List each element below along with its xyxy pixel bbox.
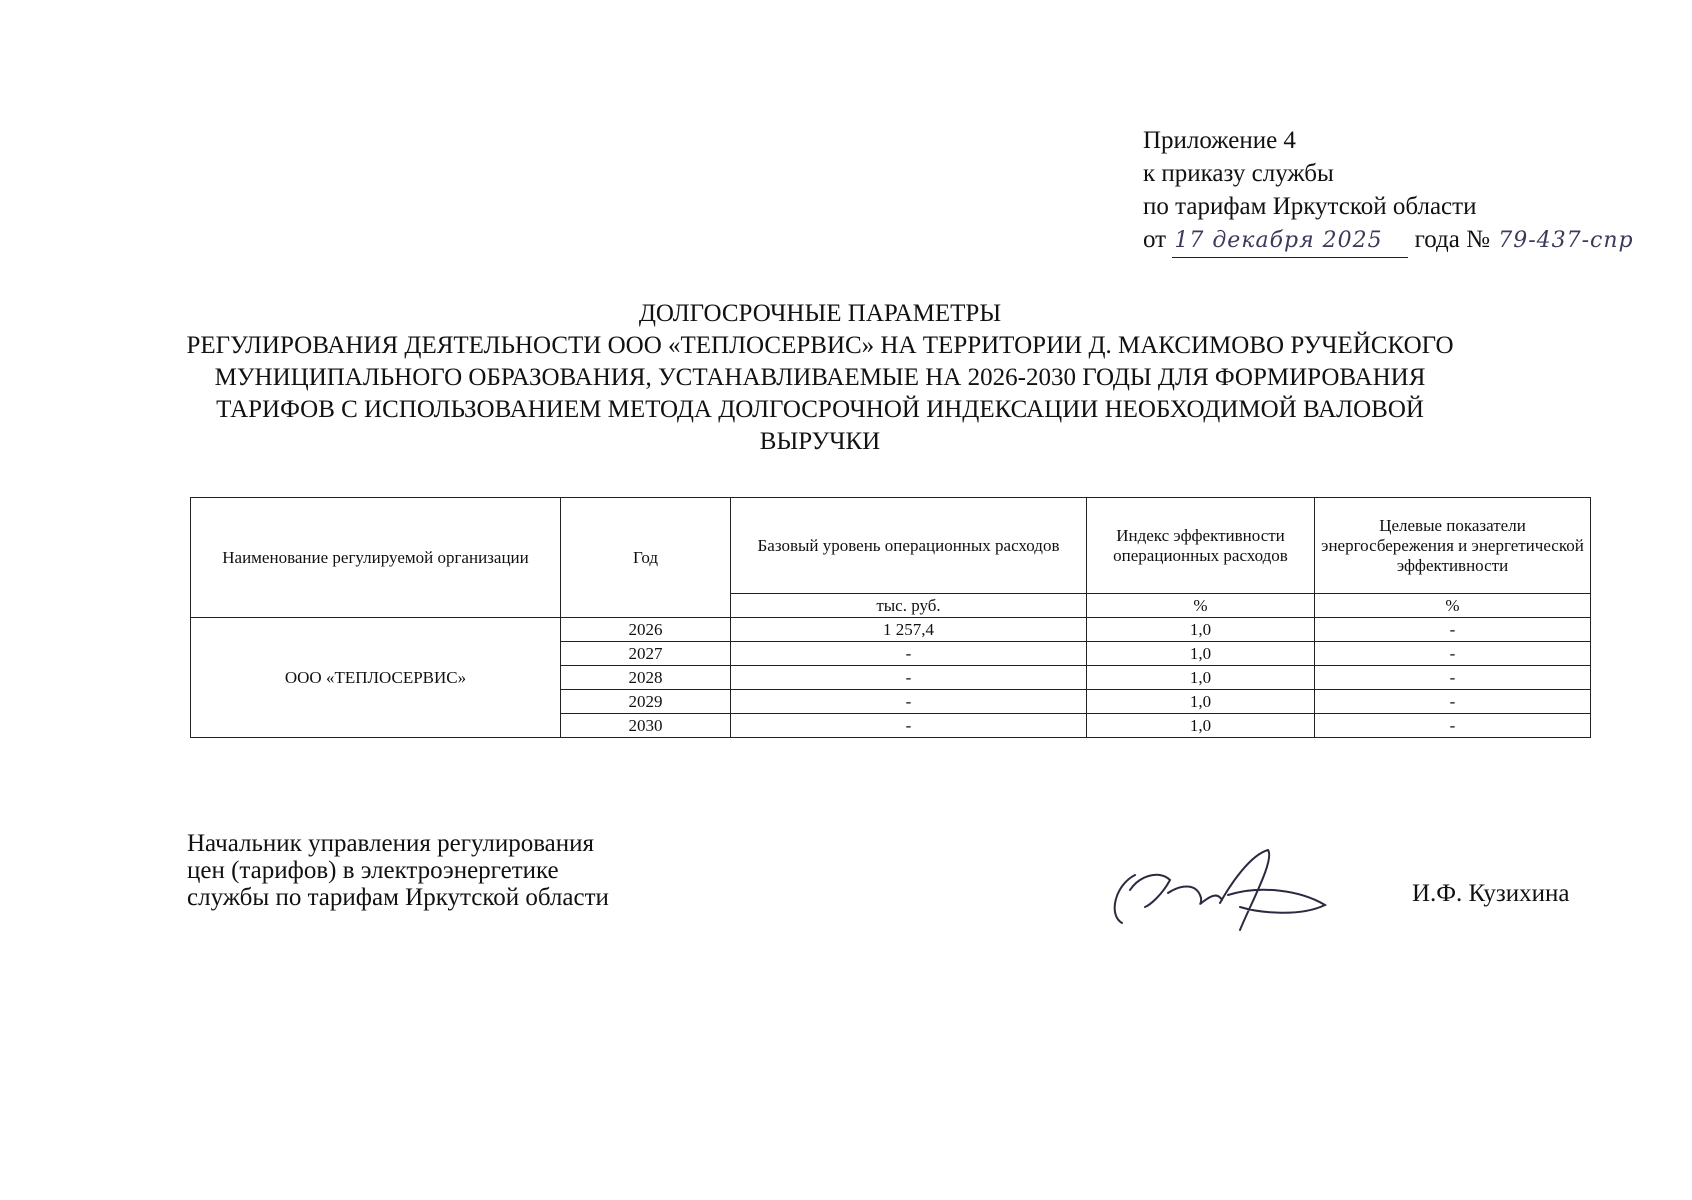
header-index: Индекс эффективности операционных расходов	[1087, 498, 1315, 594]
index-cell: 1,0	[1087, 666, 1315, 690]
year-cell: 2030	[561, 714, 731, 738]
appendix-line-3: по тарифам Иркутской области	[1143, 193, 1477, 220]
header-base: Базовый уровень операционных расходов	[731, 498, 1087, 594]
title-line-3: МУНИЦИПАЛЬНОГО ОБРАЗОВАНИЯ, УСТАНАВЛИВАЕМЫЕ НА 2026-2030 ГОДЫ ДЛЯ ФОРМИРОВАНИЯ	[214, 364, 1426, 391]
title-line-2: РЕГУЛИРОВАНИЯ ДЕЯТЕЛЬНОСТИ ООО «ТЕПЛОСЕРВИС» НА ТЕРРИТОРИИ Д. МАКСИМОВО РУЧЕЙСКОГО	[186, 332, 1454, 359]
year-cell: 2026	[561, 618, 731, 642]
base-cell: -	[731, 666, 1087, 690]
year-cell: 2029	[561, 690, 731, 714]
position-line-2: цен (тарифов) в электроэнергетике	[187, 857, 559, 884]
index-cell: 1,0	[1087, 714, 1315, 738]
unit-index: %	[1087, 594, 1315, 618]
signatory-name: И.Ф. Кузихина	[1412, 880, 1570, 907]
base-cell: -	[731, 714, 1087, 738]
year-cell: 2028	[561, 666, 731, 690]
title-line-4: ТАРИФОВ С ИСПОЛЬЗОВАНИЕМ МЕТОДА ДОЛГОСРОЧНОЙ ИНДЕКСАЦИИ НЕОБХОДИМОЙ ВАЛОВОЙ	[216, 396, 1424, 423]
document-title	[160, 298, 1480, 458]
base-cell: 1 257,4	[731, 618, 1087, 642]
appendix-line-1: Приложение 4	[1143, 127, 1296, 154]
from-label: от	[1143, 226, 1167, 253]
appendix-block	[1143, 124, 1650, 258]
target-cell: -	[1315, 714, 1591, 738]
handwritten-signature	[1100, 845, 1340, 945]
appendix-line-2: к приказу службы	[1143, 160, 1334, 187]
table-row	[191, 618, 1591, 642]
title-line-5: ВЫРУЧКИ	[759, 428, 881, 455]
handwritten-date: 17 декабря 2025	[1172, 224, 1408, 258]
unit-target: %	[1315, 594, 1591, 618]
header-target: Целевые показатели энергосбережения и энергетической эффективности	[1315, 498, 1591, 594]
year-label: года №	[1414, 226, 1490, 253]
unit-base: тыс. руб.	[731, 594, 1087, 618]
base-cell: -	[731, 690, 1087, 714]
title-line-1: ДОЛГОСРОЧНЫЕ ПАРАМЕТРЫ	[638, 300, 1002, 327]
base-cell: -	[731, 642, 1087, 666]
position-line-1: Начальник управления регулирования	[187, 830, 595, 857]
target-cell: -	[1315, 642, 1591, 666]
appendix-line-4	[1143, 223, 1650, 258]
parameters-table	[190, 497, 1591, 738]
handwritten-order-number: 79-437-спр	[1498, 228, 1634, 253]
index-cell: 1,0	[1087, 642, 1315, 666]
position-line-3: службы по тарифам Иркутской области	[187, 884, 609, 911]
target-cell: -	[1315, 618, 1591, 642]
org-name-cell: ООО «ТЕПЛОСЕРВИС»	[191, 618, 561, 738]
target-cell: -	[1315, 690, 1591, 714]
table-header-row	[191, 498, 1591, 594]
index-cell: 1,0	[1087, 618, 1315, 642]
signatory-position	[187, 830, 609, 911]
header-year: Год	[561, 498, 731, 618]
target-cell: -	[1315, 666, 1591, 690]
year-cell: 2027	[561, 642, 731, 666]
index-cell: 1,0	[1087, 690, 1315, 714]
header-org: Наименование регулируемой организации	[191, 498, 561, 618]
